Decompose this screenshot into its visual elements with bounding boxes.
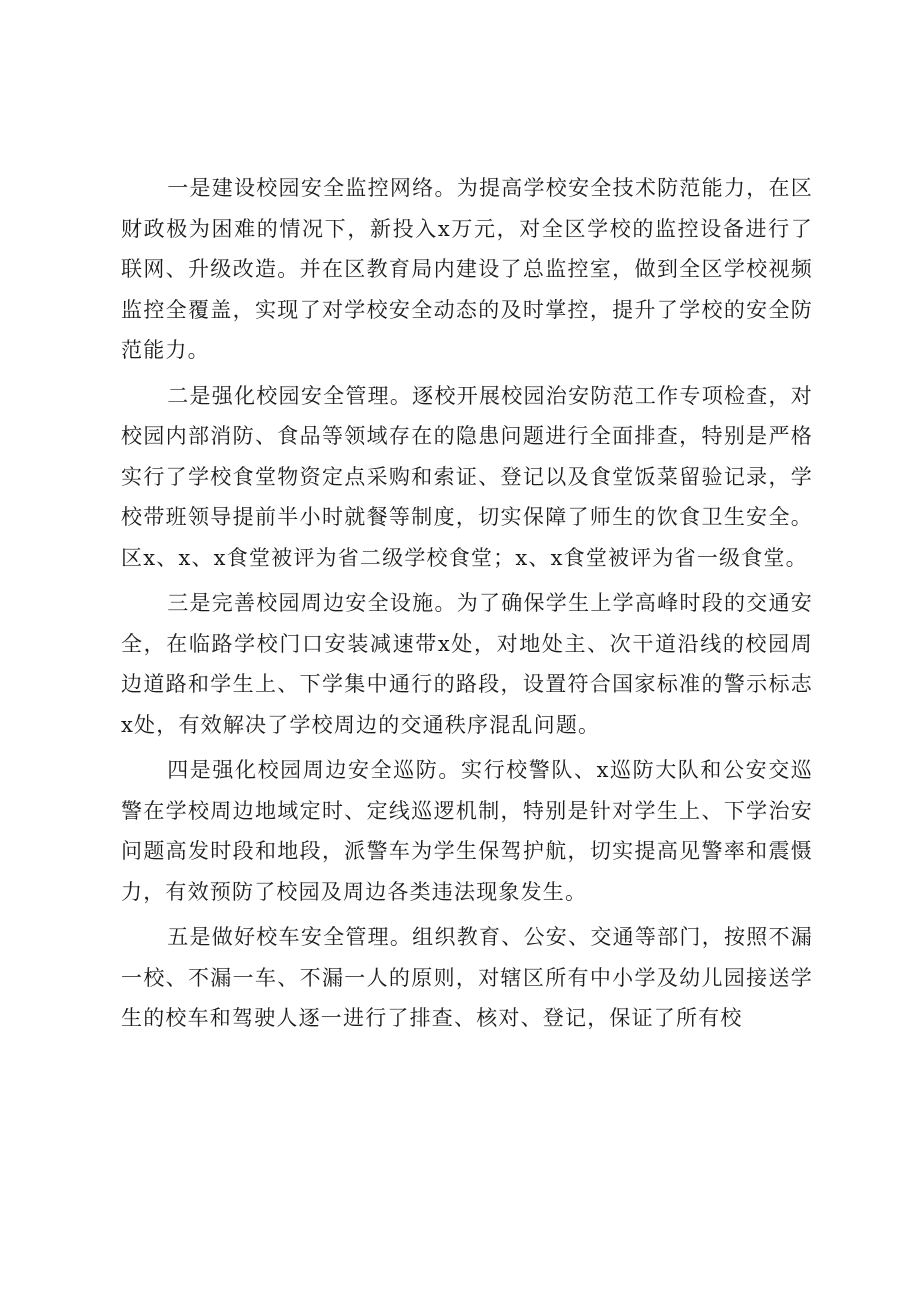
document-body — [121, 168, 813, 1044]
paragraph-school-bus-management: 五是做好校车安全管理。组织教育、公安、交通等部门，按照不漏一校、不漏一车、不漏一人的原则，对辖区所有中小学及幼儿园接送学生的校车和驾驶人逐一进行了排查、核对、登记，保证了所有校 — [121, 925, 813, 1030]
paragraph-campus-monitoring: 一是建设校园安全监控网络。为提高学校安全技术防范能力，在区财政极为困难的情况下，新投入x万元，对全区学校的监控设备进行了联网、升级改造。并在区教育局内建设了总监控室，做到全区学校视频监控全覆盖，实现了对学校安全动态的及时掌控，提升了学校的安全防范能力。 — [121, 176, 813, 362]
paragraph-campus-safety-management: 二是强化校园安全管理。逐校开展校园治安防范工作专项检查，对校园内部消防、食品等领域存在的隐患问题进行全面排查，特别是严格实行了学校食堂物资定点采购和索证、登记以及食堂饭菜留验记录，学校带班领导提前半小时就餐等制度，切实保障了师生的饮食卫生安全。区x、x、x食堂被评为省二级学校食堂；x、x食堂被评为省一级食堂。 — [121, 383, 813, 570]
paragraph-surrounding-patrol: 四是强化校园周边安全巡防。实行校警队、x巡防大队和公安交巡警在学校周边地域定时、定线巡逻机制，特别是针对学生上、下学治安问题高发时段和地段，派警车为学生保驾护航，切实提高见警率和震慑力，有效预防了校园及周边各类违法现象发生。 — [121, 758, 813, 904]
paragraph-surrounding-facilities: 三是完善校园周边安全设施。为了确保学生上学高峰时段的交通安全，在临路学校门口安装减速带x处，对地处主、次干道沿线的校园周边道路和学生上、下学集中通行的路段，设置符合国家标准的警示标志x处，有效解决了学校周边的交通秩序混乱问题。 — [121, 591, 813, 737]
